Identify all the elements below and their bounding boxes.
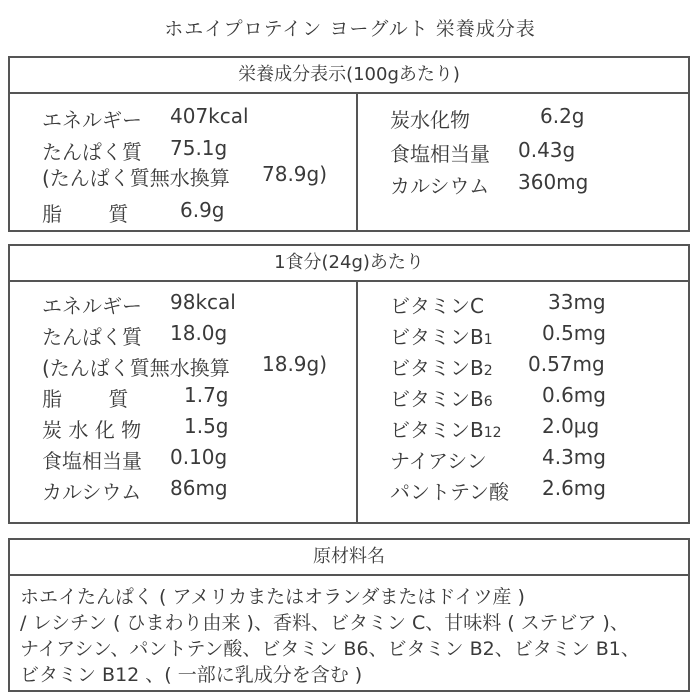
ingredients-line: ホエイたんぱく ( アメリカまたはオランダまたはドイツ産 ): [20, 586, 525, 608]
ingredients-list: [10, 576, 688, 688]
nutrition-per-100g-table: [8, 56, 690, 232]
nutrient-value: 0.10g: [170, 445, 228, 469]
nutrient-value: 0.43g: [518, 138, 576, 162]
ingredients-line: ナイアシン、パントテン酸、ビタミン B6、ビタミン B2、ビタミン B1、: [20, 638, 640, 660]
per-serving-header: 1食分(24g)あたり: [10, 246, 688, 282]
vitamin-value: 33mg: [548, 290, 606, 314]
nutrient-label: たんぱく質: [42, 140, 142, 164]
vitamin-value: 0.57mg: [528, 352, 605, 376]
nutrient-value: 98kcal: [170, 290, 236, 314]
vitamin-label: ビタミンB2: [390, 356, 493, 380]
vitamin-value: 4.3mg: [542, 445, 606, 469]
vitamin-value: 0.6mg: [542, 383, 606, 407]
vitamin-label: ビタミンB12: [390, 418, 502, 442]
column-divider: [356, 282, 358, 524]
vitamin-label: パントテン酸: [390, 480, 509, 504]
ingredients-box: [8, 538, 690, 692]
vitamin-value: 2.6mg: [542, 476, 606, 500]
column-divider: [356, 94, 358, 232]
nutrient-value: 75.1g: [170, 136, 228, 160]
nutrient-value: 1.7g: [184, 383, 229, 407]
nutrient-label: 炭水化物: [390, 108, 470, 132]
nutrient-value: 407kcal: [170, 104, 249, 128]
nutrient-value: 6.9g: [180, 198, 225, 222]
nutrient-value: 6.2g: [540, 104, 585, 128]
nutrient-label: 食塩相当量: [390, 142, 490, 166]
nutrient-value: 18.9g): [262, 352, 328, 376]
page-title: ホエイプロテイン ヨーグルト 栄養成分表: [164, 18, 536, 40]
ingredients-line: ビタミン B12 、( 一部に乳成分を含む ): [20, 664, 363, 686]
nutrient-value: 86mg: [170, 476, 228, 500]
nutrient-label: カルシウム: [42, 480, 142, 504]
ingredients-line: / レシチン ( ひまわり由来 )、香料、ビタミン C、甘味料 ( ステビア )、: [20, 612, 629, 634]
nutrient-value: 360mg: [518, 170, 589, 194]
nutrient-label: 脂 質: [42, 387, 129, 411]
vitamin-label: ビタミンB6: [390, 387, 493, 411]
vitamin-value: 0.5mg: [542, 321, 606, 345]
vitamin-value: 2.0μg: [542, 414, 600, 438]
nutrient-value: 1.5g: [184, 414, 229, 438]
ingredients-header: 原材料名: [10, 540, 688, 576]
nutrient-label: たんぱく質: [42, 325, 142, 349]
vitamin-label: ナイアシン: [390, 449, 487, 473]
per-100g-header: 栄養成分表示(100gあたり): [10, 58, 688, 94]
nutrient-label: エネルギー: [42, 108, 142, 132]
vitamin-label: ビタミンB1: [390, 325, 493, 349]
nutrition-per-serving-table: [8, 244, 690, 524]
nutrient-value: 78.9g): [262, 162, 328, 186]
nutrient-label: (たんぱく質無水換算: [42, 356, 230, 380]
nutrient-value: 18.0g: [170, 321, 228, 345]
nutrient-label: 脂 質: [42, 202, 129, 226]
nutrient-label: 食塩相当量: [42, 449, 142, 473]
nutrient-label: カルシウム: [390, 174, 490, 198]
nutrient-label: 炭 水 化 物: [42, 418, 142, 442]
nutrient-label: (たんぱく質無水換算: [42, 166, 230, 190]
nutrient-label: エネルギー: [42, 294, 142, 318]
vitamin-label: ビタミンC: [390, 294, 484, 318]
